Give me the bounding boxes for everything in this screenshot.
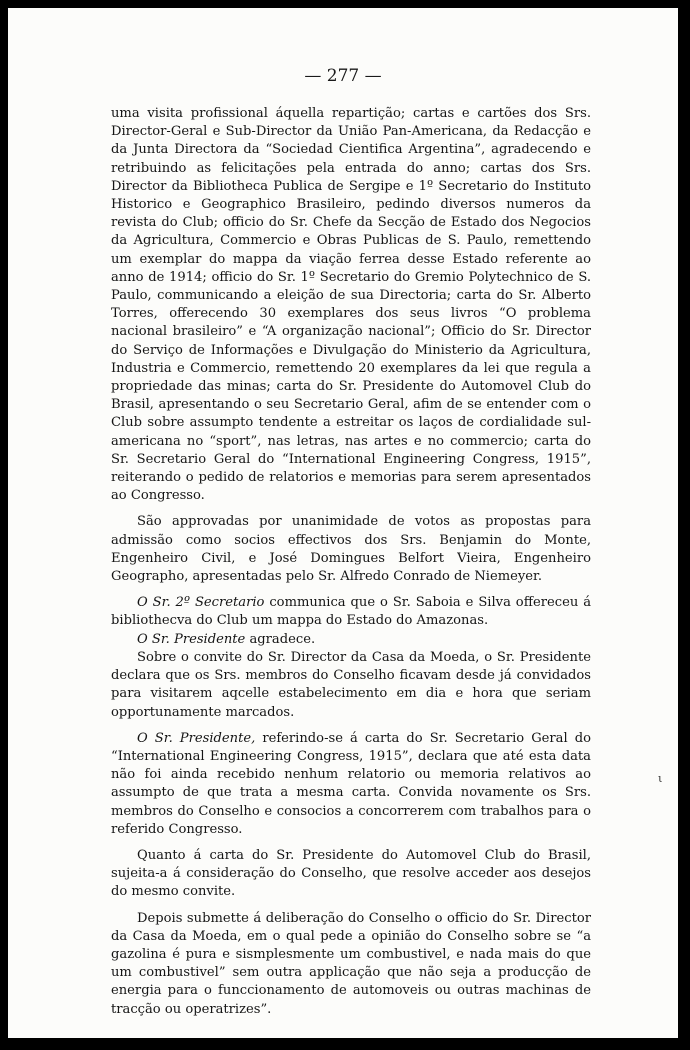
page-number: — 277 — bbox=[304, 66, 382, 86]
paragraph-mint-invitation: Sobre o convite do Sr. Director da Casa da Moeda, o Sr. Presidente declara que os Srs. membros do Conselho ficavam desde já convidados para visitarem aqcelle estabelecimento em dia e hora que seriam opportunamente marcados. bbox=[111, 649, 591, 720]
speaker-president: O Sr. Presidente bbox=[137, 631, 246, 647]
paragraph-text: agradece. bbox=[245, 631, 316, 647]
document-page bbox=[8, 8, 678, 1038]
paragraph-gasoline-question: Depois submette á deliberação do Conselho o officio do Sr. Director da Casa da Moeda, em o qual pede a opinião do Conselho sobre se “a gazolina é pura e sismplesmente um combustivel, e nada mais do que um combustivel” sem outra applicação que não seja a producção de energia para o funccionamento de automoveis ou outras machinas de tracção ou operatrizes”. bbox=[111, 910, 591, 1017]
paragraph-correspondence-list: uma visita profissional áquella repartição; cartas e cartões dos Srs. Director-Geral e Sub-Director da União Pan-Americana, da Redacção e da Junta Directora da “Sociedad Cientifica Argentina”, agradecendo e retribuindo as felicitações pela entrada do anno; cartas dos Srs. Director da Bibliotheca Publica de Sergipe e 1º Secretario do Instituto Historico e Geographico Brasileiro, pedindo diversos numeros da revista do Club; officio do Sr. Chefe da Secção de Estado dos Negocios da Agricultura, Commercio e Obras Publicas de S. Paulo, remettendo um exemplar do mappa da viação ferrea desse Estado referente ao anno de 1914; officio do Sr. 1º Secretario do Gremio Polytechnico de S. Paulo, communicando a eleição de sua Directoria; carta do Sr. Alberto Torres, offerecendo 30 exemplares dos seus livros “O problema nacional brasileiro” e “A organização nacional”; Officio do Sr. Director do Serviço de Informações e Divulgação do Ministerio da Agricultura, Industria e Commercio, remettendo 20 exemplares da lei que regula a propriedade das minas; carta do Sr. Presidente do Automovel Club do Brasil, apresentando o seu Secretario Geral, afim de se entender com o Club sobre assumpto tendente a estreitar os laços de cordialidade sul-americana no “sport”, nas letras, nas artes e no commercio; carta do Sr. Secretario Geral do “International Engineering Congress, 1915”, reiterando o pedido de relatorios e memorias para serem apresentados ao Congresso. bbox=[111, 106, 591, 504]
paragraph-engineering-congress bbox=[111, 730, 591, 839]
paragraph-text: communica que o Sr. Saboia e Silva offereceu á bibliothecva do Club um mappa do Estado do Amazonas. bbox=[111, 595, 591, 629]
stray-ink-mark: ι bbox=[658, 772, 663, 785]
speaker-president: O Sr. Presidente, bbox=[137, 730, 256, 746]
paragraph-member-admission: São approvadas por unanimidade de votos as propostas para admissão como socios effectivos dos Srs. Benjamin do Monte, Engenheiro Civil, e José Domingues Belfort Vieira, Engenheiro Geographo, apresentadas pelo Sr. Alfredo Conrado de Niemeyer. bbox=[111, 514, 591, 585]
paragraph-automobile-club: Quanto á carta do Sr. Presidente do Automovel Club do Brasil, sujeita-a á consideração do Conselho, que resolve acceder aos desejos do mesmo convite. bbox=[111, 847, 591, 900]
paragraph-text: referindo-se á carta do Sr. Secretario Geral do “International Engineering Congress, 1915”, declara que até esta data não foi ainda recebido nenhum relatorio ou memoria relativos ao assumpto de que trata a mesma carta. Convida novamente os Srs. membros do Conselho e consocios a concorrerem com trabalhos para o referido Congresso. bbox=[111, 730, 591, 837]
paragraph-second-secretary bbox=[111, 594, 591, 630]
speaker-second-secretary: O Sr. 2º Secretario bbox=[137, 595, 265, 611]
paragraph-president-thanks bbox=[111, 631, 591, 649]
body-text bbox=[111, 105, 591, 1019]
